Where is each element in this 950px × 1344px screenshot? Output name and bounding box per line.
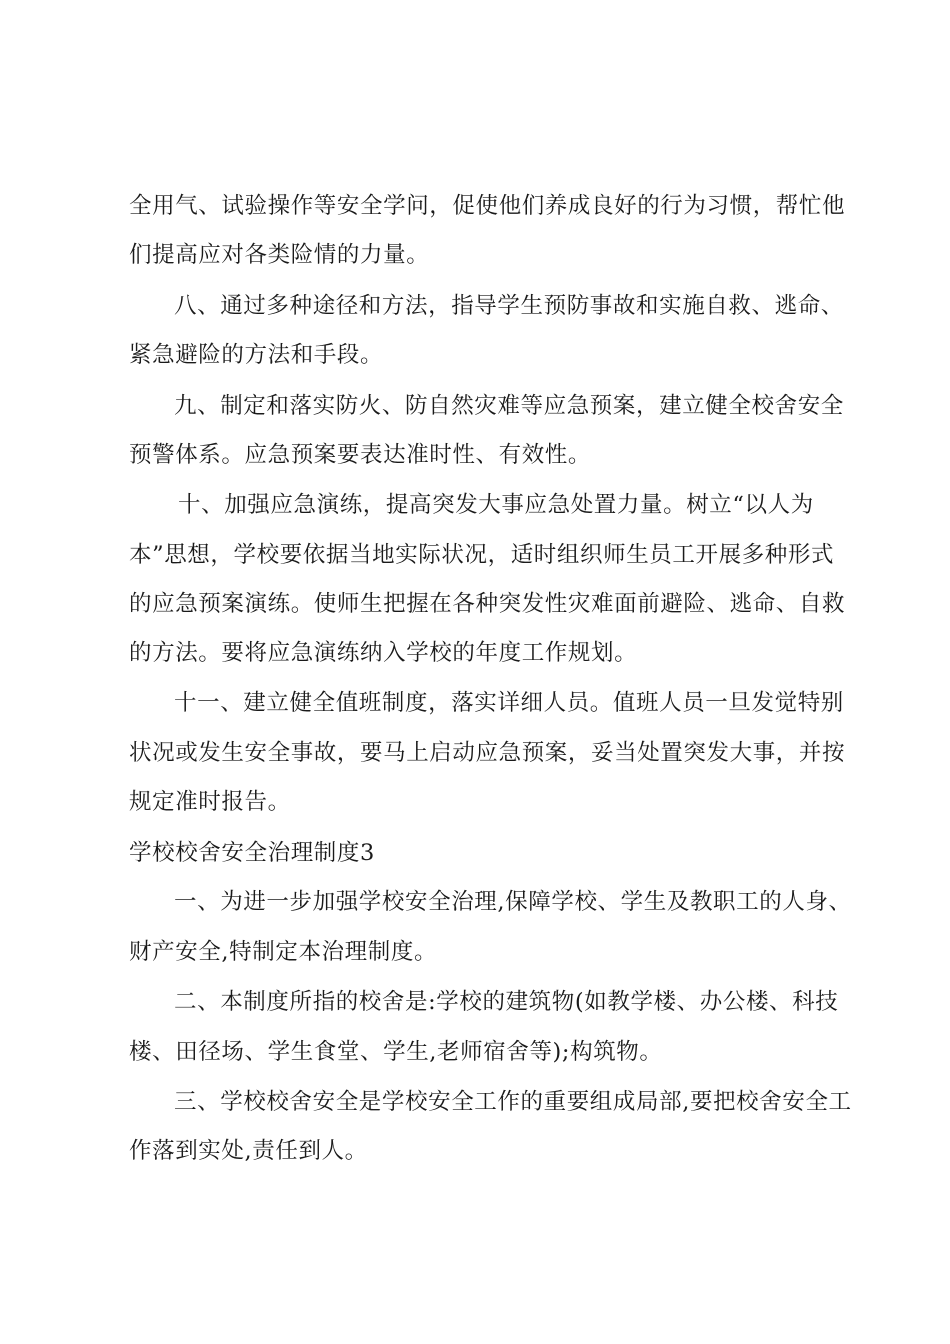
section-heading: 学校校舍安全治理制度3: [129, 840, 375, 866]
paragraph-line: 十、加强应急演练，提高突发大事应急处置力量。树立“以人为: [178, 492, 814, 518]
paragraph-line: 紧急避险的方法和手段。: [129, 342, 384, 368]
paragraph-line: 二、本制度所指的校舍是:学校的建筑物(如教学楼、办公楼、科技: [174, 989, 839, 1015]
paragraph-line: 一、为进一步加强学校安全治理,保障学校、学生及教职工的人身、: [174, 889, 852, 915]
paragraph-line: 们提高应对各类险情的力量。: [129, 242, 430, 268]
paragraph-line: 状况或发生安全事故，要马上启动应急预案，妥当处置突发大事，并按: [129, 740, 846, 766]
paragraph-line: 三、学校校舍安全是学校安全工作的重要组成局部,要把校舍安全工: [174, 1089, 852, 1115]
paragraph-line: 全用气、试验操作等安全学问，促使他们养成良好的行为习惯，帮忙他: [129, 193, 846, 219]
paragraph-line: 九、制定和落实防火、防自然灾难等应急预案，建立健全校舍安全: [174, 393, 844, 419]
paragraph-line: 的方法。要将应急演练纳入学校的年度工作规划。: [129, 640, 638, 666]
paragraph-line: 财产安全,特制定本治理制度。: [129, 939, 438, 965]
paragraph-line: 本”思想，学校要依据当地实际状况，适时组织师生员工开展多种形式: [129, 542, 835, 568]
paragraph-line: 楼、田径场、学生食堂、学生,老师宿舍等);构筑物。: [129, 1039, 663, 1065]
paragraph-line: 八、通过多种途径和方法，指导学生预防事故和实施自救、逃命、: [174, 293, 844, 319]
paragraph-line: 的应急预案演练。使师生把握在各种突发性灾难面前避险、逃命、自救: [129, 591, 846, 617]
paragraph-line: 十一、建立健全值班制度，落实详细人员。值班人员一旦发觉特别: [174, 690, 844, 716]
paragraph-line: 规定准时报告。: [129, 789, 291, 815]
paragraph-line: 作落到实处,责任到人。: [129, 1138, 368, 1164]
paragraph-line: 预警体系。应急预案要表达准时性、有效性。: [129, 442, 592, 468]
